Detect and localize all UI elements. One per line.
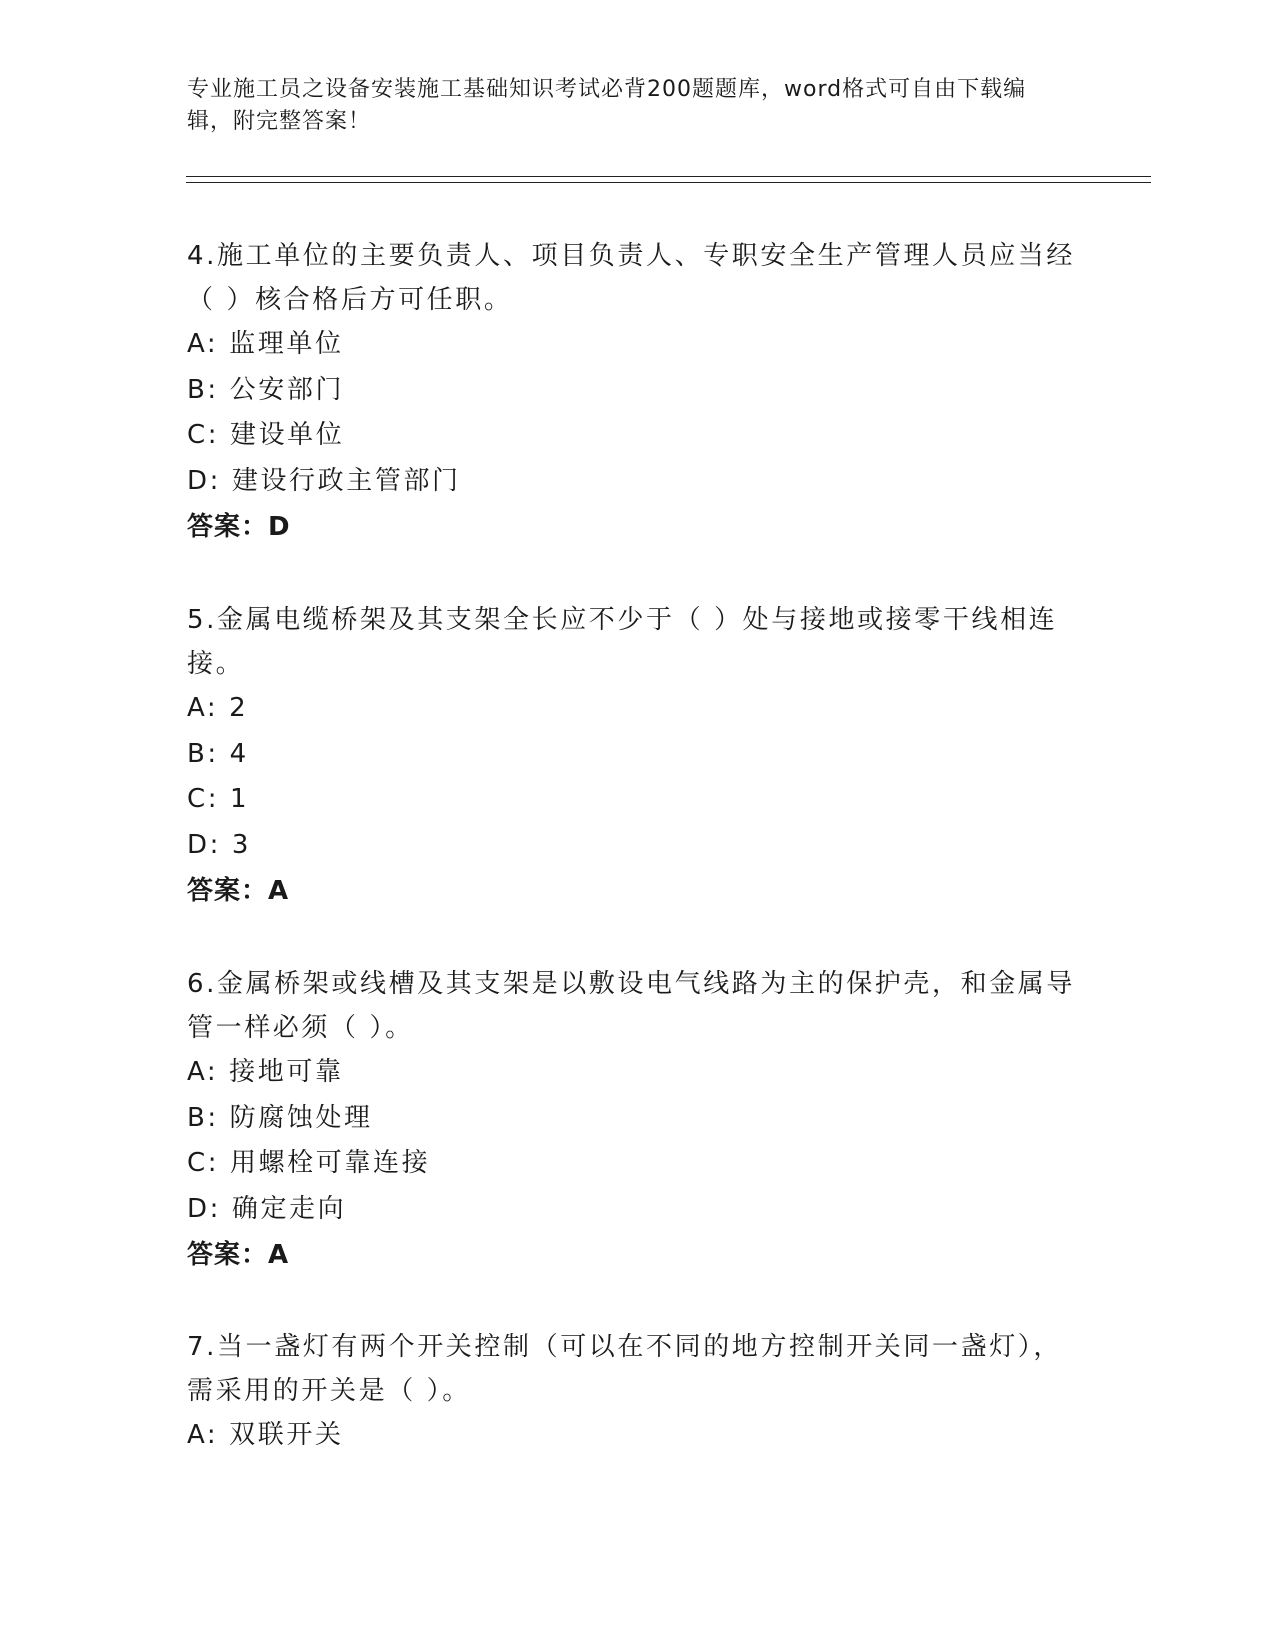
header-divider-top xyxy=(186,176,1151,177)
option-d: D: 确定走向 xyxy=(187,1193,347,1224)
answer: 答案：A xyxy=(187,1240,290,1270)
option-b: B: 公安部门 xyxy=(187,374,345,405)
option-c: C: 1 xyxy=(187,784,250,814)
question-5 xyxy=(187,598,1087,914)
document-header: 专业施工员之设备安装施工基础知识考试必背200题题库，word格式可自由下载编辑，附完整答案！ xyxy=(187,77,1027,134)
answer: 答案：D xyxy=(187,512,291,542)
question-6 xyxy=(187,962,1087,1278)
question-4 xyxy=(187,234,1087,550)
answer: 答案：A xyxy=(187,876,290,906)
option-c: C: 建设单位 xyxy=(187,420,345,450)
option-a: A: 接地可靠 xyxy=(187,1057,344,1087)
question-7 xyxy=(187,1325,1087,1459)
question-stem: 4.施工单位的主要负责人、项目负责人、专职安全生产管理人员应当经（ ）核合格后方可任职。 xyxy=(187,241,1076,315)
option-d: D: 3 xyxy=(187,829,251,860)
option-a: A: 双联开关 xyxy=(187,1420,344,1450)
header-divider-bottom xyxy=(186,182,1151,183)
question-stem: 7.当一盏灯有两个开关控制（可以在不同的地方控制开关同一盏灯），需采用的开关是（ ）。 xyxy=(187,1332,1063,1406)
option-a: A: 2 xyxy=(187,693,249,723)
option-b: B: 4 xyxy=(187,738,249,769)
option-a: A: 监理单位 xyxy=(187,329,344,359)
question-stem: 6.金属桥架或线槽及其支架是以敷设电气线路为主的保护壳，和金属导管一样必须（ ）。 xyxy=(187,969,1076,1043)
question-stem: 5.金属电缆桥架及其支架全长应不少于（ ）处与接地或接零干线相连接。 xyxy=(187,605,1058,679)
option-b: B: 防腐蚀处理 xyxy=(187,1102,373,1133)
option-c: C: 用螺栓可靠连接 xyxy=(187,1148,431,1178)
option-d: D: 建设行政主管部门 xyxy=(187,465,461,496)
